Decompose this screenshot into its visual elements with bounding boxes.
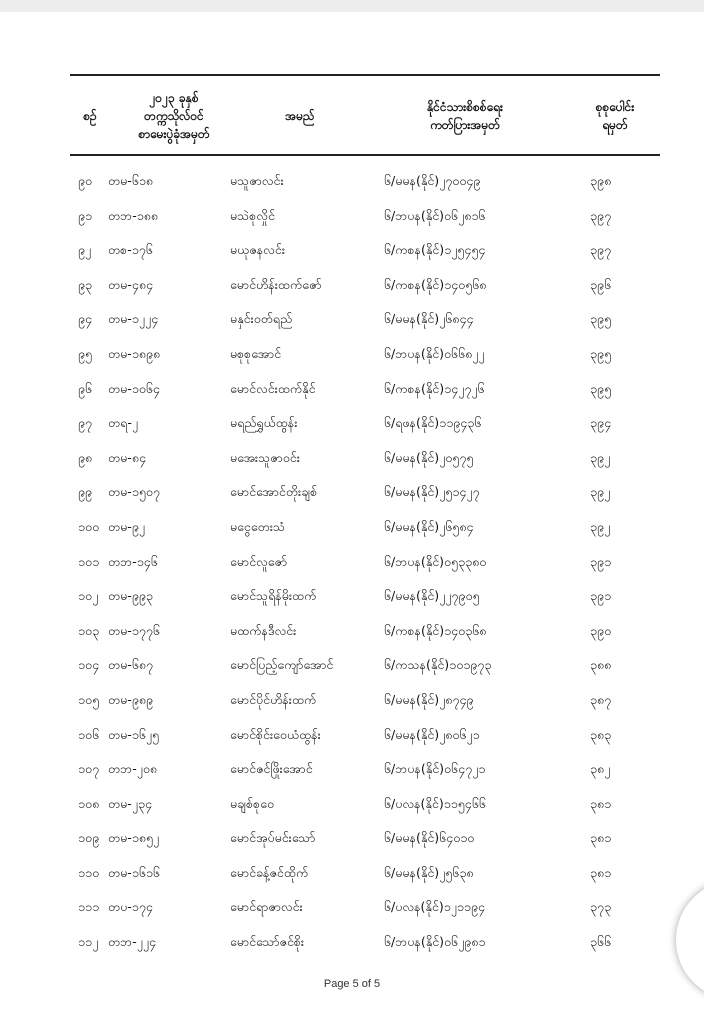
table-row <box>70 821 660 856</box>
cell-nrc: ၆/မမန(နိုင်)၂၆၈၄၄ <box>384 311 474 327</box>
page-footer: Page 5 of 5 <box>323 978 381 990</box>
table-header-rule <box>70 154 660 156</box>
cell-nrc: ၆/ကစန(နိုင်)၁၄၀၃၆၈ <box>384 622 487 638</box>
table-row <box>70 752 660 787</box>
cell-nrc: ၆/ဘပန(နိုင်)၀၆၂၈၁၆ <box>384 207 486 223</box>
cell-nrc: ၆/ရဖန(နိုင်)၁၁၉၄၃၆ <box>384 415 482 431</box>
table-row <box>70 787 660 822</box>
cell-nrc: ၆/မမန(နိုင်)၂၆၅၈၄ <box>384 518 474 534</box>
cell-serial: ၉၃ <box>78 276 93 292</box>
cell-name: မောင်သူရိန်မိုးထက် <box>230 588 317 604</box>
cell-serial: ၉၅ <box>78 345 93 361</box>
table-row <box>70 233 660 268</box>
cell-marks: ၃၈၁ <box>590 830 612 846</box>
cell-name: မသူဇာလင်း <box>230 173 284 188</box>
cell-serial: ၉၉ <box>78 484 93 500</box>
cell-name: မောင်ခန့်ဇင်ထိုက် <box>230 864 309 880</box>
cell-nrc: ၆/မမန(နိုင်)၂၅၆၃၈ <box>384 864 474 880</box>
cell-nrc: ၆/ပလန(နိုင်)၁၂၁၁၉၄ <box>384 899 486 915</box>
cell-nrc: ၆/မမန(နိုင်)၆၄၀၁၀ <box>384 830 475 846</box>
cell-serial: ၁၀၀ <box>78 518 100 534</box>
cell-seat-number: တမ-၁၈၅၂ <box>108 830 160 846</box>
cell-serial: ၉၂ <box>78 242 92 258</box>
cell-seat-number: တမ-၂၃၄ <box>108 795 153 811</box>
cell-name: မငွေတေးသံ <box>230 518 286 534</box>
cell-marks: ၃၈၂ <box>590 761 611 777</box>
cell-seat-number: တမ-၆၈၇ <box>108 657 154 673</box>
cell-name: မောင်ရာဇာလင်း <box>230 899 303 915</box>
table-row <box>70 925 660 960</box>
table-row <box>70 441 660 476</box>
cell-seat-number: တမ-၁၀၆၄ <box>108 380 160 396</box>
cell-name: မောင်စိုင်းဝေယံထွန်း <box>230 726 321 742</box>
cell-name: မရည်ရွှယ်ထွန်း <box>230 415 298 431</box>
cell-marks: ၃၈၃ <box>590 726 612 742</box>
cell-name: မောင်လင်းထက်နိုင် <box>230 380 316 396</box>
cell-serial: ၁၀၄ <box>78 657 100 673</box>
cell-serial: ၁၀၆ <box>78 726 100 742</box>
cell-seat-number: တဘ-၁၈၈ <box>108 207 159 223</box>
cell-seat-number: တမ-၁၂၂၄ <box>108 311 159 327</box>
cell-nrc: ၆/မမန(နိုင်)၂၀၅၇၅ <box>384 449 474 465</box>
table-body <box>70 164 660 960</box>
cell-marks: ၃၉၁ <box>590 553 612 569</box>
cell-nrc: ၆/ဘပန(နိုင်)၀၆၆၈၂၂ <box>384 345 485 361</box>
cell-name: မစုစုအောင် <box>230 345 282 361</box>
table-row <box>70 268 660 303</box>
cell-marks: ၃၉၆ <box>590 276 612 292</box>
cell-marks: ၃၉၂ <box>590 484 611 500</box>
cell-name: မသဲစုလှိုင် <box>230 207 275 223</box>
cell-name: မောင်အုပ်မင်းသော် <box>230 830 316 846</box>
cell-name: မောင်သော်ဇင်စိုး <box>230 934 305 950</box>
table-row <box>70 164 660 199</box>
cell-seat-number: တမ-၈၄ <box>108 449 146 465</box>
cell-nrc: ၆/ကစန(နိုင်)၁၄၂၇၂၆ <box>384 380 485 396</box>
cell-serial: ၉၆ <box>78 380 93 396</box>
table-row <box>70 545 660 580</box>
cell-name: မထက်နဒီလင်း <box>230 622 297 638</box>
cell-seat-number: တမ-၁၆၂၅ <box>108 726 160 742</box>
cell-seat-number: တမ-၁၅၀၇ <box>108 484 160 500</box>
cell-name: မောင်ပြည့်ကျော်အောင် <box>230 657 334 673</box>
cell-nrc: ၆/ပလန(နိုင်)၁၁၅၄၆၆ <box>384 795 486 811</box>
header-exam-seat-number: ၂၀၂၃ ခုနှစ် တက္ကသိုလ်ဝင် စာမေးပွဲခုံအမှတ် <box>138 91 210 141</box>
table-row <box>70 475 660 510</box>
cell-seat-number: တမ-၁၆၁၆ <box>108 864 160 880</box>
cell-seat-number: တပ-၁၇၄ <box>108 899 153 915</box>
table-row <box>70 856 660 891</box>
cell-seat-number: တဘ-၁၄၆ <box>108 553 158 569</box>
cell-nrc: ၆/ဘပန(နိုင်)၀၆၄၇၂၁ <box>384 761 486 777</box>
cell-serial: ၉၁ <box>78 207 93 223</box>
cell-name: မောင်လူဇော် <box>230 553 288 569</box>
cell-marks: ၃၈၈ <box>590 657 612 673</box>
cell-name: မနှင်းဝတ်ရည် <box>230 311 293 327</box>
cell-marks: ၃၈၁ <box>590 795 612 811</box>
header-serial: စဉ် <box>83 109 97 123</box>
header-total-marks: စုစုပေါင်း ရမှတ် <box>595 100 635 132</box>
cell-marks: ၃၉၁ <box>590 588 612 604</box>
cell-seat-number: တမ-၁၈၉၈ <box>108 345 161 361</box>
table-top-rule <box>70 74 660 76</box>
cell-serial: ၁၀၈ <box>78 795 100 811</box>
cell-serial: ၁၁၂ <box>78 934 99 950</box>
cell-marks: ၃၉၇ <box>590 242 612 258</box>
cell-marks: ၃၈၁ <box>590 864 612 880</box>
cell-serial: ၉၈ <box>78 449 93 465</box>
cell-marks: ၃၉၇ <box>590 207 612 223</box>
table-row <box>70 648 660 683</box>
cell-seat-number: တမ-၉၂ <box>108 518 145 534</box>
cell-seat-number: တရ-၂ <box>108 415 138 431</box>
cell-seat-number: တဘ-၂၂၄ <box>108 934 157 950</box>
cell-marks: ၃၉၈ <box>590 173 612 188</box>
table-row <box>70 199 660 234</box>
cell-name: မောင်အောင်တိုးချစ် <box>230 484 318 500</box>
cell-nrc: ၆/ကစန(နိုင်)၁၂၅၄၅၄ <box>384 242 486 258</box>
cell-marks: ၃၉၄ <box>590 415 612 431</box>
cell-serial: ၁၁၀ <box>78 864 100 880</box>
cell-name: မချစ်စုဝေ <box>230 795 275 811</box>
cell-seat-number: တဘ-၂၀၈ <box>108 761 158 777</box>
cell-name: မအေးသူဇာဝင်း <box>230 449 300 465</box>
cell-serial: ၁၀၂ <box>78 588 99 604</box>
cell-serial: ၁၀၉ <box>78 830 100 846</box>
cell-seat-number: တစ-၁၇၆ <box>108 242 153 258</box>
cell-name: မောင်ဇင်ဖြိုးအောင် <box>230 761 313 777</box>
cell-serial: ၁၀၃ <box>78 622 100 638</box>
cell-serial: ၉၀ <box>78 173 93 188</box>
table-row <box>70 302 660 337</box>
table-row <box>70 337 660 372</box>
cell-serial: ၁၀၁ <box>78 553 100 569</box>
cell-marks: ၃၇၃ <box>590 899 612 915</box>
cell-serial: ၉၇ <box>78 415 93 431</box>
cell-marks: ၃၉၂ <box>590 449 611 465</box>
document-page <box>0 12 704 1024</box>
cell-serial: ၉၄ <box>78 311 93 327</box>
cell-nrc: ၆/မမန(နိုင်)၂၈၇၄၉ <box>384 691 474 707</box>
table-row <box>70 579 660 614</box>
cell-marks: ၃၉၅ <box>590 311 612 327</box>
cell-nrc: ၆/ကသန(နိုင်)၁၀၁၉၇၃ <box>384 657 492 673</box>
table-row <box>70 372 660 407</box>
cell-nrc: ၆/မမန(နိုင်)၂၅၁၄၂၇ <box>384 484 480 500</box>
cell-seat-number: တမ-၁၇၇၆ <box>108 622 160 638</box>
header-name: အမည် <box>285 109 315 123</box>
cell-nrc: ၆/ဘပန(နိုင်)၀၅၃၃၈၀ <box>384 553 487 569</box>
table-row <box>70 510 660 545</box>
table-row <box>70 890 660 925</box>
cell-name: မယုဇနလင်း <box>230 242 286 258</box>
cell-marks: ၃၉၀ <box>590 622 612 638</box>
cell-nrc: ၆/ဘပန(နိုင်)၀၆၂၉၈၁ <box>384 934 486 950</box>
cell-nrc: ၆/မမန(နိုင်)၂၂၇၉၀၅ <box>384 588 480 604</box>
cell-nrc: ၆/မမန(နိုင်)၂၇၀၀၄၉ <box>384 173 481 188</box>
cell-seat-number: တမ-၄၈၄ <box>108 276 154 292</box>
cell-nrc: ၆/ကစန(နိုင်)၁၄၀၅၆၈ <box>384 276 487 292</box>
cell-name: မောင်ဟိန်းထက်ဇော် <box>230 276 322 292</box>
table-row <box>70 614 660 649</box>
cell-serial: ၁၁၁ <box>78 899 100 915</box>
cell-marks: ၃၉၅ <box>590 380 612 396</box>
cell-marks: ၃၈၇ <box>590 691 612 707</box>
cell-serial: ၁၀၇ <box>78 761 100 777</box>
cell-name: မောင်ပိုင်ဟိန်းထက် <box>230 691 317 707</box>
cell-seat-number: တမ-၉၉၃ <box>108 588 153 604</box>
table-row <box>70 683 660 718</box>
header-nrc-number: နိုင်ငံသားစိစစ်ရေး ကတ်ပြားအမှတ် <box>427 100 503 132</box>
cell-marks: ၃၉၅ <box>590 345 612 361</box>
cell-seat-number: တမ-၉၈၉ <box>108 691 154 707</box>
cell-seat-number: တမ-၆၁၈ <box>108 173 154 188</box>
cell-marks: ၃၉၂ <box>590 518 611 534</box>
table-row <box>70 406 660 441</box>
cell-marks: ၃၆၆ <box>590 934 612 950</box>
cell-serial: ၁၀၅ <box>78 691 100 707</box>
cell-nrc: ၆/မမန(နိုင်)၂၈၀၆၂၁ <box>384 726 480 742</box>
table-row <box>70 718 660 753</box>
